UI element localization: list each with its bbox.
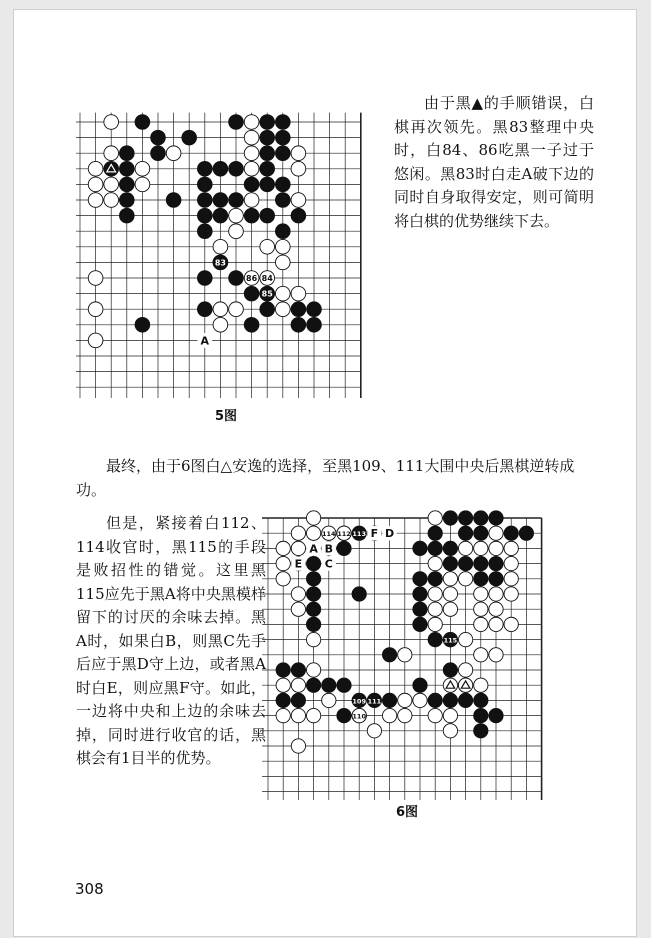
black-stone — [291, 302, 306, 317]
white-stone — [458, 541, 472, 555]
white-stone — [291, 602, 305, 616]
white-stone — [306, 526, 320, 540]
white-stone — [213, 239, 228, 254]
black-stone — [275, 193, 290, 208]
white-stone — [489, 602, 503, 616]
white-stone — [104, 193, 119, 208]
black-stone — [135, 317, 150, 332]
black-stone — [519, 526, 533, 540]
white-stone — [291, 161, 306, 176]
black-stone — [119, 208, 134, 223]
white-stone — [504, 617, 518, 631]
black-stone — [260, 146, 275, 161]
white-stone — [443, 602, 457, 616]
white-stone — [276, 572, 290, 586]
move-number: 115 — [443, 636, 458, 645]
move-number: 112 — [337, 530, 351, 539]
black-stone — [474, 724, 488, 738]
black-stone — [229, 161, 244, 176]
white-stone — [474, 602, 488, 616]
white-stone — [260, 239, 275, 254]
white-stone — [229, 302, 244, 317]
point-label: E — [294, 557, 303, 571]
black-stone — [382, 648, 396, 662]
white-stone — [458, 632, 472, 646]
white-stone — [88, 333, 103, 348]
black-stone — [443, 541, 457, 555]
move-number: 111 — [367, 697, 382, 706]
white-stone — [104, 177, 119, 192]
black-stone — [291, 663, 305, 677]
black-stone — [458, 511, 472, 525]
white-stone — [135, 161, 150, 176]
black-stone — [504, 526, 518, 540]
white-stone — [244, 161, 259, 176]
black-stone — [213, 208, 228, 223]
white-stone — [229, 208, 244, 223]
move-number: 84 — [261, 274, 273, 283]
white-stone — [489, 617, 503, 631]
black-stone — [229, 271, 244, 286]
white-stone — [291, 678, 305, 692]
figure-6-caption: 6图 — [396, 805, 419, 820]
white-stone — [443, 724, 457, 738]
black-stone — [306, 617, 320, 631]
white-stone — [291, 708, 305, 722]
black-stone — [489, 572, 503, 586]
white-stone — [306, 663, 320, 677]
white-stone — [398, 708, 412, 722]
analysis-paragraph: 但是，紧接着白112、114收官时，黑115的手段是败招性的错觉。这里黑115应先于黑A将中央黑模样留下的讨厌的余味去掉。黑A时，如果白B，则黑C先手后应于黑D守上边，或者黑A时白E，则应黑F守。如此，一边将中央和上边的余味去掉，同时进行收官的话，黑棋会有1目半的优势。 — [76, 514, 266, 767]
white-stone — [443, 572, 457, 586]
black-stone — [197, 271, 212, 286]
move-number: 113 — [352, 530, 366, 539]
black-stone — [443, 556, 457, 570]
black-stone — [182, 130, 197, 145]
white-stone — [244, 115, 259, 130]
black-stone — [244, 208, 259, 223]
black-stone — [260, 177, 275, 192]
black-stone — [413, 587, 427, 601]
black-stone — [275, 115, 290, 130]
black-stone — [260, 130, 275, 145]
white-stone — [135, 177, 150, 192]
white-stone — [244, 193, 259, 208]
point-label: A — [309, 542, 318, 556]
black-stone — [229, 193, 244, 208]
white-stone — [88, 193, 103, 208]
black-stone — [306, 587, 320, 601]
black-stone — [197, 161, 212, 176]
black-stone — [443, 511, 457, 525]
black-stone — [166, 193, 181, 208]
black-stone — [197, 208, 212, 223]
black-stone — [428, 541, 442, 555]
black-stone — [260, 302, 275, 317]
white-stone — [428, 556, 442, 570]
white-stone — [104, 115, 119, 130]
white-stone — [306, 708, 320, 722]
white-stone — [88, 177, 103, 192]
black-stone — [443, 663, 457, 677]
move-number: 85 — [261, 289, 273, 299]
black-stone — [119, 177, 134, 192]
black-stone — [244, 286, 259, 301]
white-stone — [504, 556, 518, 570]
white-stone — [474, 678, 488, 692]
black-stone — [244, 177, 259, 192]
black-stone — [413, 678, 427, 692]
go-diagram-figure-5 — [76, 108, 366, 398]
black-stone — [276, 693, 290, 707]
white-stone — [306, 632, 320, 646]
black-stone — [489, 511, 503, 525]
white-stone — [88, 161, 103, 176]
black-stone — [119, 161, 134, 176]
white-stone — [166, 146, 181, 161]
black-stone — [458, 693, 472, 707]
go-diagram-figure-6 — [262, 500, 562, 800]
white-stone — [291, 286, 306, 301]
white-stone — [244, 146, 259, 161]
white-stone — [504, 572, 518, 586]
black-stone — [337, 678, 351, 692]
black-stone — [260, 161, 275, 176]
white-stone — [276, 708, 290, 722]
white-stone — [504, 541, 518, 555]
black-stone — [197, 224, 212, 239]
page-number: 308 — [75, 880, 104, 898]
white-stone — [291, 541, 305, 555]
black-stone — [428, 693, 442, 707]
black-stone — [337, 541, 351, 555]
black-stone — [428, 632, 442, 646]
white-stone — [489, 587, 503, 601]
move-number: 114 — [322, 530, 336, 539]
move-number: 109 — [352, 697, 366, 706]
black-stone — [260, 115, 275, 130]
white-stone — [428, 617, 442, 631]
white-stone — [291, 193, 306, 208]
black-stone — [474, 526, 488, 540]
white-stone — [88, 302, 103, 317]
white-stone — [276, 556, 290, 570]
black-stone — [489, 556, 503, 570]
white-stone — [489, 541, 503, 555]
white-stone — [244, 130, 259, 145]
black-stone — [119, 193, 134, 208]
black-stone — [306, 678, 320, 692]
point-label: D — [385, 527, 395, 541]
white-stone — [382, 708, 396, 722]
white-stone — [474, 587, 488, 601]
white-stone — [104, 146, 119, 161]
white-stone — [306, 511, 320, 525]
black-stone — [275, 224, 290, 239]
move-number: 86 — [246, 274, 258, 283]
white-stone — [474, 648, 488, 662]
white-stone — [489, 648, 503, 662]
black-stone — [382, 693, 396, 707]
white-stone — [443, 587, 457, 601]
white-stone — [276, 541, 290, 555]
black-stone — [197, 302, 212, 317]
black-stone — [151, 130, 166, 145]
white-stone — [398, 648, 412, 662]
black-stone — [213, 161, 228, 176]
black-stone — [135, 115, 150, 130]
white-stone — [276, 678, 290, 692]
white-stone — [291, 526, 305, 540]
black-stone — [458, 556, 472, 570]
figure-5-commentary: 由于黑▲的手顺错误，白棋再次领先。黑83整理中央时，白84、86吃黑一子过于悠闲。黑83时白走A破下边的同时自身取得安定，则可简明将白棋的优势继续下去。 — [394, 94, 594, 230]
black-stone — [428, 526, 442, 540]
black-stone — [275, 146, 290, 161]
move-number: 110 — [352, 712, 366, 721]
black-stone — [428, 572, 442, 586]
white-stone — [229, 224, 244, 239]
black-stone — [306, 556, 320, 570]
black-stone — [275, 177, 290, 192]
white-stone — [367, 724, 381, 738]
black-stone — [474, 693, 488, 707]
white-stone — [291, 587, 305, 601]
figure-5-caption: 5图 — [215, 409, 238, 424]
white-stone — [275, 239, 290, 254]
black-stone — [291, 208, 306, 223]
white-stone — [88, 271, 103, 286]
black-stone — [197, 193, 212, 208]
white-stone — [428, 602, 442, 616]
white-stone — [275, 286, 290, 301]
white-stone — [504, 587, 518, 601]
point-label: B — [324, 542, 333, 556]
black-stone — [489, 708, 503, 722]
white-stone — [213, 302, 228, 317]
white-stone — [428, 708, 442, 722]
black-stone — [413, 602, 427, 616]
white-stone — [474, 541, 488, 555]
black-stone — [443, 693, 457, 707]
move-number: 83 — [214, 258, 226, 268]
black-stone — [307, 302, 322, 317]
final-paragraph: 最终，由于6图白△安逸的选择，至黑109、111大围中央后黑棋逆转成功。 — [76, 457, 575, 499]
black-stone — [291, 317, 306, 332]
white-stone — [413, 693, 427, 707]
white-stone — [428, 511, 442, 525]
black-stone — [307, 317, 322, 332]
white-stone — [291, 739, 305, 753]
point-label: C — [324, 557, 333, 571]
black-stone — [229, 115, 244, 130]
black-stone — [413, 541, 427, 555]
black-stone — [474, 511, 488, 525]
black-stone — [413, 572, 427, 586]
white-stone — [458, 572, 472, 586]
white-stone — [275, 302, 290, 317]
black-stone — [322, 678, 336, 692]
white-stone — [398, 693, 412, 707]
black-stone — [474, 572, 488, 586]
white-stone — [322, 693, 336, 707]
black-stone — [458, 526, 472, 540]
white-stone — [443, 708, 457, 722]
black-stone — [306, 572, 320, 586]
black-stone — [291, 693, 305, 707]
black-stone — [119, 146, 134, 161]
black-stone — [276, 663, 290, 677]
white-stone — [458, 663, 472, 677]
white-stone — [291, 146, 306, 161]
black-stone — [151, 146, 166, 161]
black-stone — [306, 602, 320, 616]
black-stone — [474, 708, 488, 722]
point-label: F — [370, 527, 379, 541]
black-stone — [197, 177, 212, 192]
black-stone — [413, 617, 427, 631]
white-stone — [474, 617, 488, 631]
black-stone — [213, 193, 228, 208]
white-stone — [275, 255, 290, 270]
black-stone — [474, 556, 488, 570]
point-label: A — [200, 334, 210, 348]
white-stone — [213, 317, 228, 332]
black-stone — [337, 708, 351, 722]
black-stone — [244, 317, 259, 332]
black-stone — [275, 130, 290, 145]
black-stone — [352, 587, 366, 601]
black-stone — [260, 208, 275, 223]
white-stone — [489, 526, 503, 540]
white-stone — [428, 587, 442, 601]
